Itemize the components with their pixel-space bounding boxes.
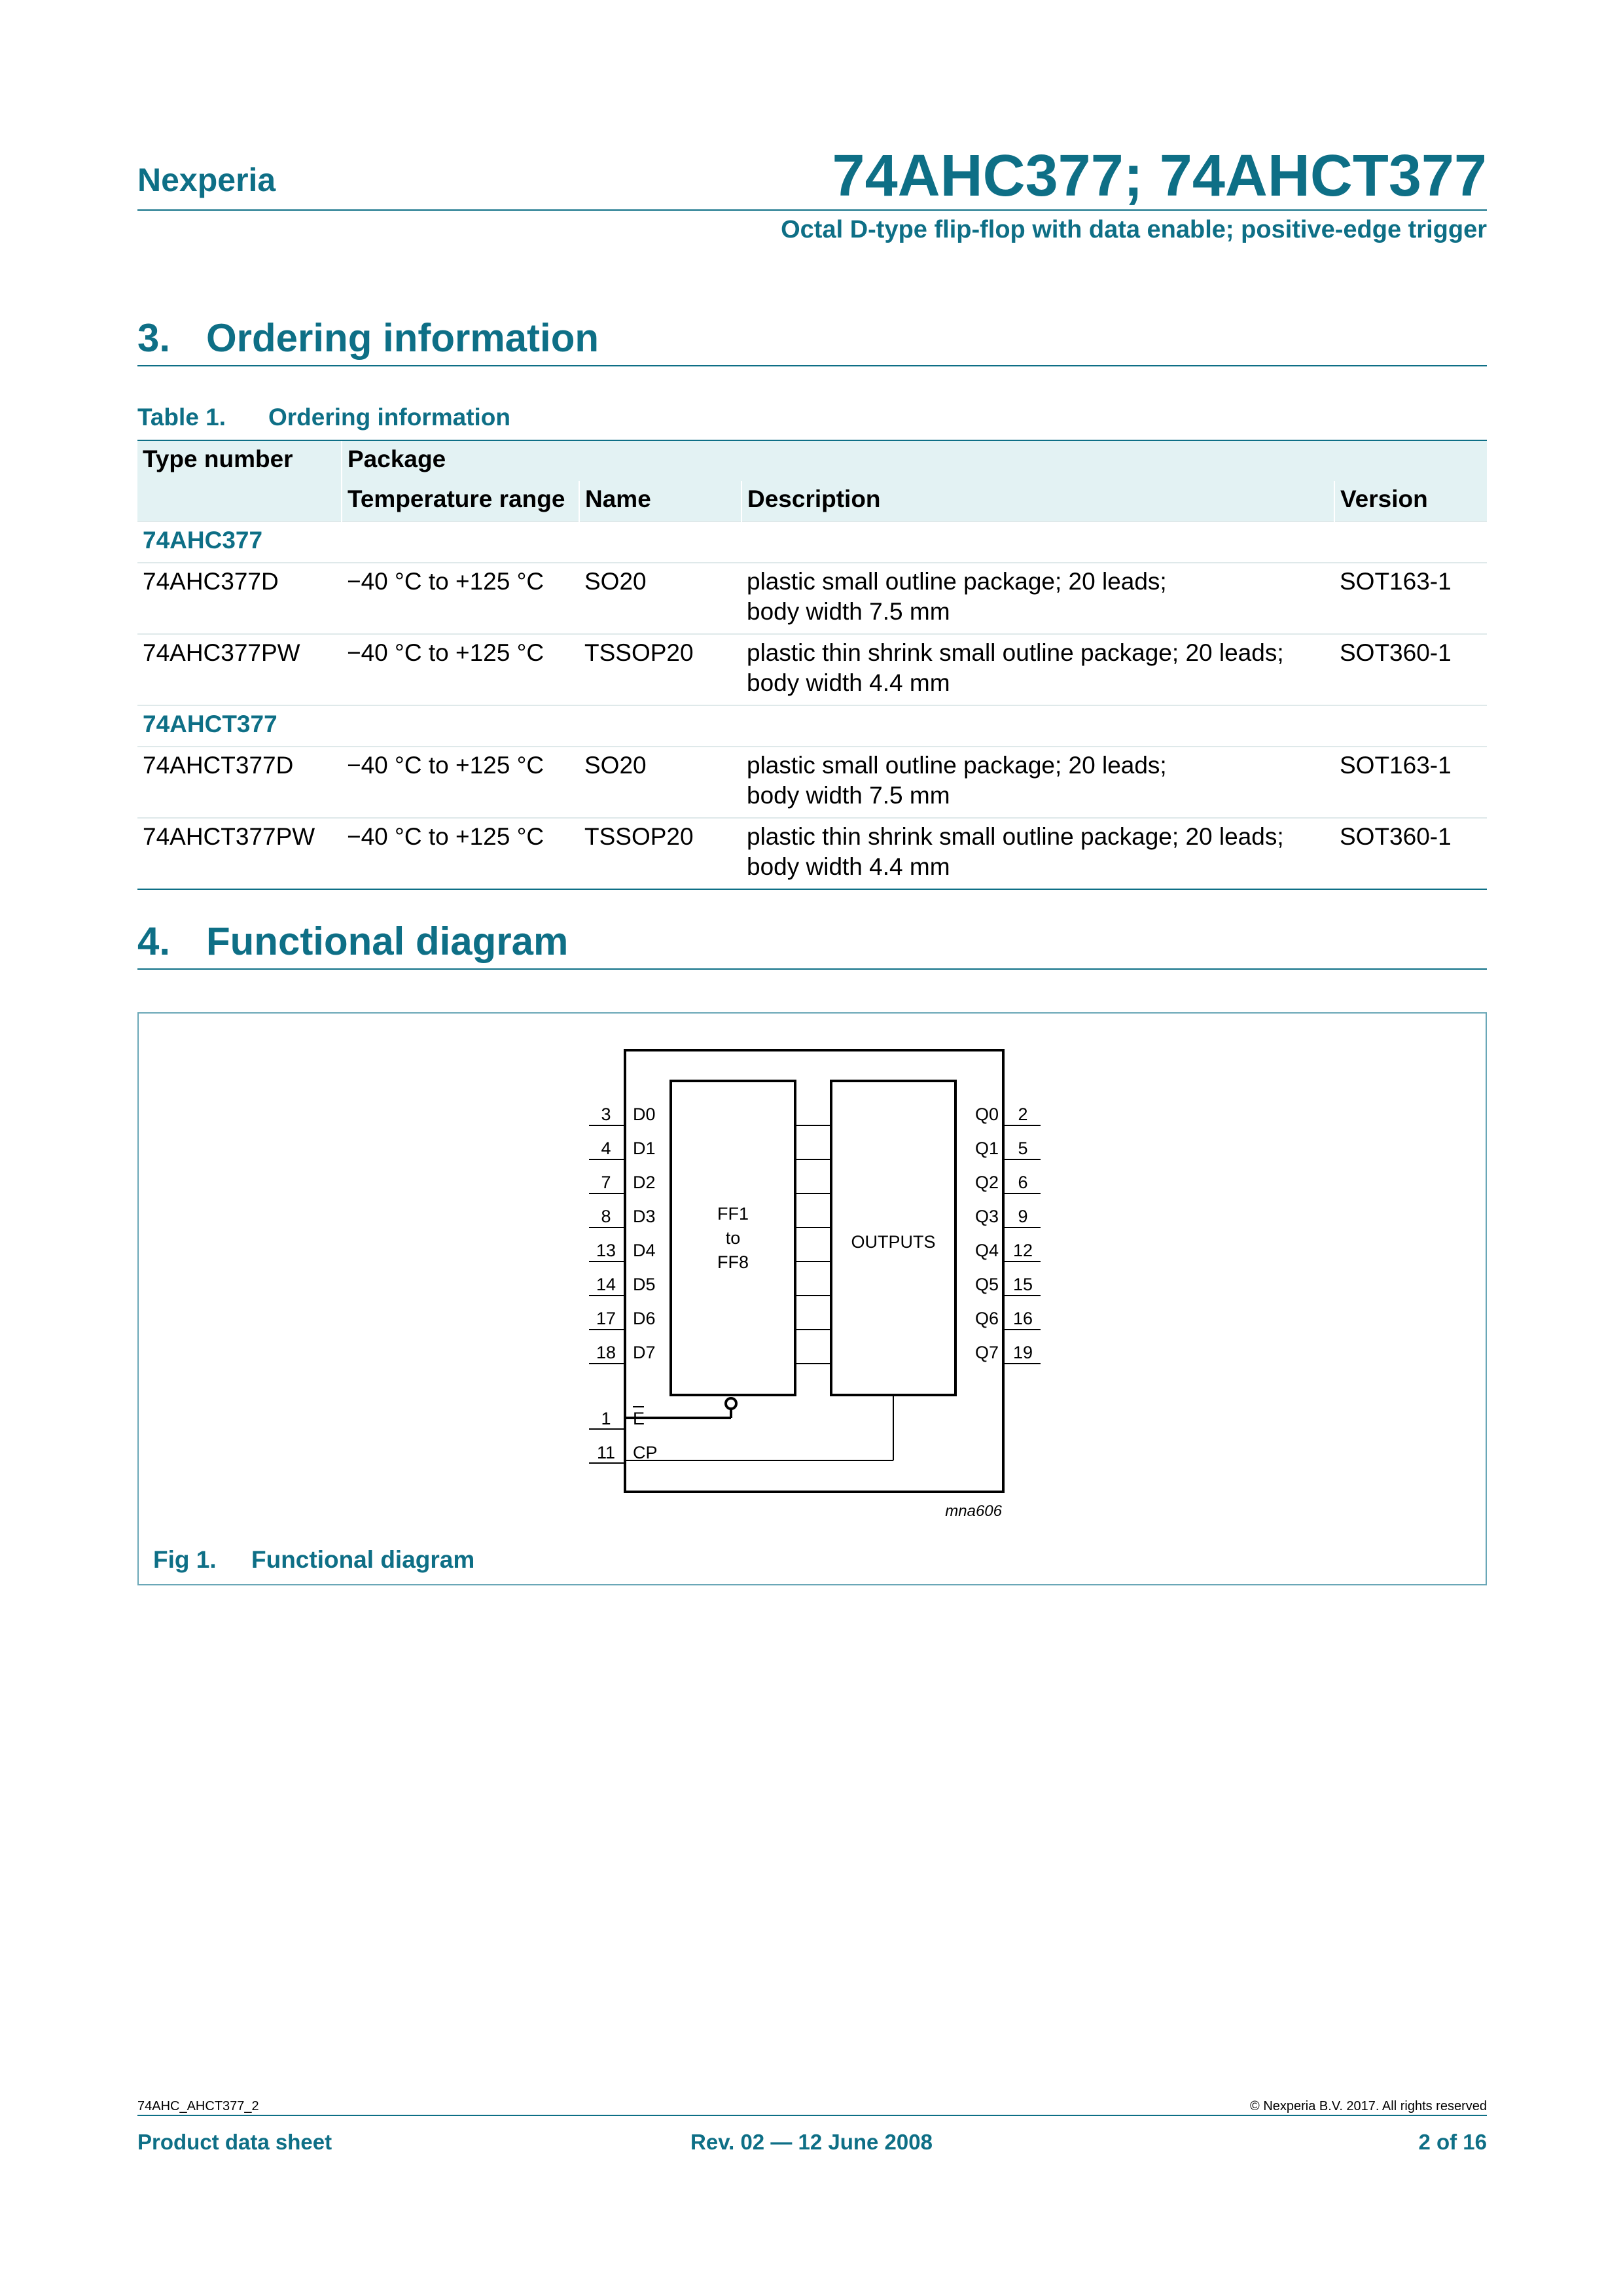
pin-number: 13 <box>596 1241 616 1260</box>
desc-line: plastic thin shrink small outline package; 20 leads; <box>747 823 1284 850</box>
pin-number: 19 <box>1012 1343 1033 1362</box>
desc-line: body width 7.5 mm <box>747 598 950 625</box>
cell-name: SO20 <box>579 563 741 634</box>
pin-number: 4 <box>601 1139 611 1158</box>
document-title: 74AHC377; 74AHCT377 <box>832 143 1487 209</box>
cell-type: 74AHCT377PW <box>137 818 342 889</box>
input-label: D5 <box>633 1275 656 1294</box>
cell-name: SO20 <box>579 747 741 818</box>
output-label: Q0 <box>974 1104 999 1124</box>
section-title: Functional diagram <box>206 919 569 963</box>
pin-number: 15 <box>1012 1275 1033 1294</box>
cell-version: SOT163-1 <box>1334 747 1487 818</box>
diagram-code: mna606 <box>945 1502 1002 1520</box>
pin-number: 11 <box>596 1443 616 1462</box>
output-label: Q1 <box>974 1139 999 1158</box>
pin-number: 16 <box>1012 1309 1033 1328</box>
input-label: D3 <box>633 1207 656 1226</box>
outputs-label: OUTPUTS <box>851 1232 936 1252</box>
cell-type: 74AHC377D <box>137 563 342 634</box>
pin-number: 9 <box>1018 1207 1028 1226</box>
pin-number: 7 <box>601 1173 611 1192</box>
ic-outline <box>625 1050 1003 1492</box>
desc-line: body width 7.5 mm <box>747 782 950 809</box>
table-caption-text: Ordering information <box>268 404 510 431</box>
header-version: Version <box>1334 481 1487 521</box>
enable-inversion-bubble <box>726 1398 736 1409</box>
header-description: Description <box>741 481 1334 521</box>
footer-doc-type: Product data sheet <box>137 2130 332 2154</box>
cell-temp: −40 °C to +125 °C <box>342 563 579 634</box>
figure-caption-text: Functional diagram <box>251 1546 475 1573</box>
input-label: D7 <box>633 1343 656 1362</box>
cell-version: SOT360-1 <box>1334 634 1487 705</box>
ff-label-line: to <box>725 1228 741 1248</box>
input-label: D1 <box>633 1139 656 1158</box>
pin-number: 17 <box>596 1309 616 1328</box>
footer-rule <box>137 2115 1487 2116</box>
input-label: D0 <box>633 1104 656 1124</box>
footer-copyright: © Nexperia B.V. 2017. All rights reserved <box>1250 2099 1487 2113</box>
output-label: Q7 <box>974 1343 999 1362</box>
desc-line: body width 4.4 mm <box>747 853 950 880</box>
pin-number: 6 <box>1018 1173 1028 1192</box>
pin-number: 14 <box>596 1275 616 1294</box>
brand-name: Nexperia <box>137 162 276 198</box>
input-label: D2 <box>633 1173 656 1192</box>
clock-label: CP <box>633 1443 658 1462</box>
section-number: 3. <box>137 316 171 360</box>
cell-type: 74AHCT377D <box>137 747 342 818</box>
output-label: Q4 <box>974 1241 999 1260</box>
pin-number: 1 <box>601 1409 611 1428</box>
pin-number: 12 <box>1012 1241 1033 1260</box>
footer-revision: Rev. 02 — 12 June 2008 <box>690 2130 933 2154</box>
desc-line: plastic small outline package; 20 leads; <box>747 568 1167 595</box>
desc-line: plastic thin shrink small outline package; 20 leads; <box>747 639 1284 666</box>
desc-line: body width 4.4 mm <box>747 669 950 696</box>
table-label: Table 1. <box>137 404 226 431</box>
footer-page-number: 2 of 16 <box>1418 2130 1487 2154</box>
pin-number: 18 <box>596 1343 616 1362</box>
enable-label: E <box>633 1409 645 1428</box>
output-label: Q5 <box>974 1275 999 1294</box>
pin-number: 3 <box>601 1104 611 1124</box>
desc-line: plastic small outline package; 20 leads; <box>747 752 1167 779</box>
header-name: Name <box>579 481 741 521</box>
figure-caption <box>153 1546 474 1574</box>
output-label: Q2 <box>974 1173 999 1192</box>
ff-label-line: FF8 <box>717 1252 749 1272</box>
input-label: D6 <box>633 1309 656 1328</box>
header-type-number: Type number <box>137 440 342 521</box>
header-package: Package <box>342 440 1487 481</box>
section-number: 4. <box>137 919 171 963</box>
cell-type: 74AHC377PW <box>137 634 342 705</box>
cell-version: SOT360-1 <box>1334 818 1487 889</box>
footer-doc-id: 74AHC_AHCT377_2 <box>137 2099 259 2113</box>
header-temperature-range: Temperature range <box>342 481 579 521</box>
group-title: 74AHC377 <box>137 521 1487 563</box>
pin-number: 5 <box>1018 1139 1028 1158</box>
figure-label: Fig 1. <box>153 1546 217 1573</box>
cell-version: SOT163-1 <box>1334 563 1487 634</box>
group-title: 74AHCT377 <box>137 705 1487 747</box>
ff-label-line: FF1 <box>717 1204 749 1224</box>
input-label: D4 <box>633 1241 656 1260</box>
document-subtitle: Octal D-type flip-flop with data enable; positive-edge trigger <box>781 216 1487 243</box>
output-label: Q3 <box>974 1207 999 1226</box>
cell-name: TSSOP20 <box>579 818 741 889</box>
cell-temp: −40 °C to +125 °C <box>342 634 579 705</box>
section-title: Ordering information <box>206 316 599 360</box>
cell-temp: −40 °C to +125 °C <box>342 818 579 889</box>
pin-number: 8 <box>601 1207 611 1226</box>
cell-temp: −40 °C to +125 °C <box>342 747 579 818</box>
output-label: Q6 <box>974 1309 999 1328</box>
pin-number: 2 <box>1018 1104 1028 1124</box>
cell-name: TSSOP20 <box>579 634 741 705</box>
